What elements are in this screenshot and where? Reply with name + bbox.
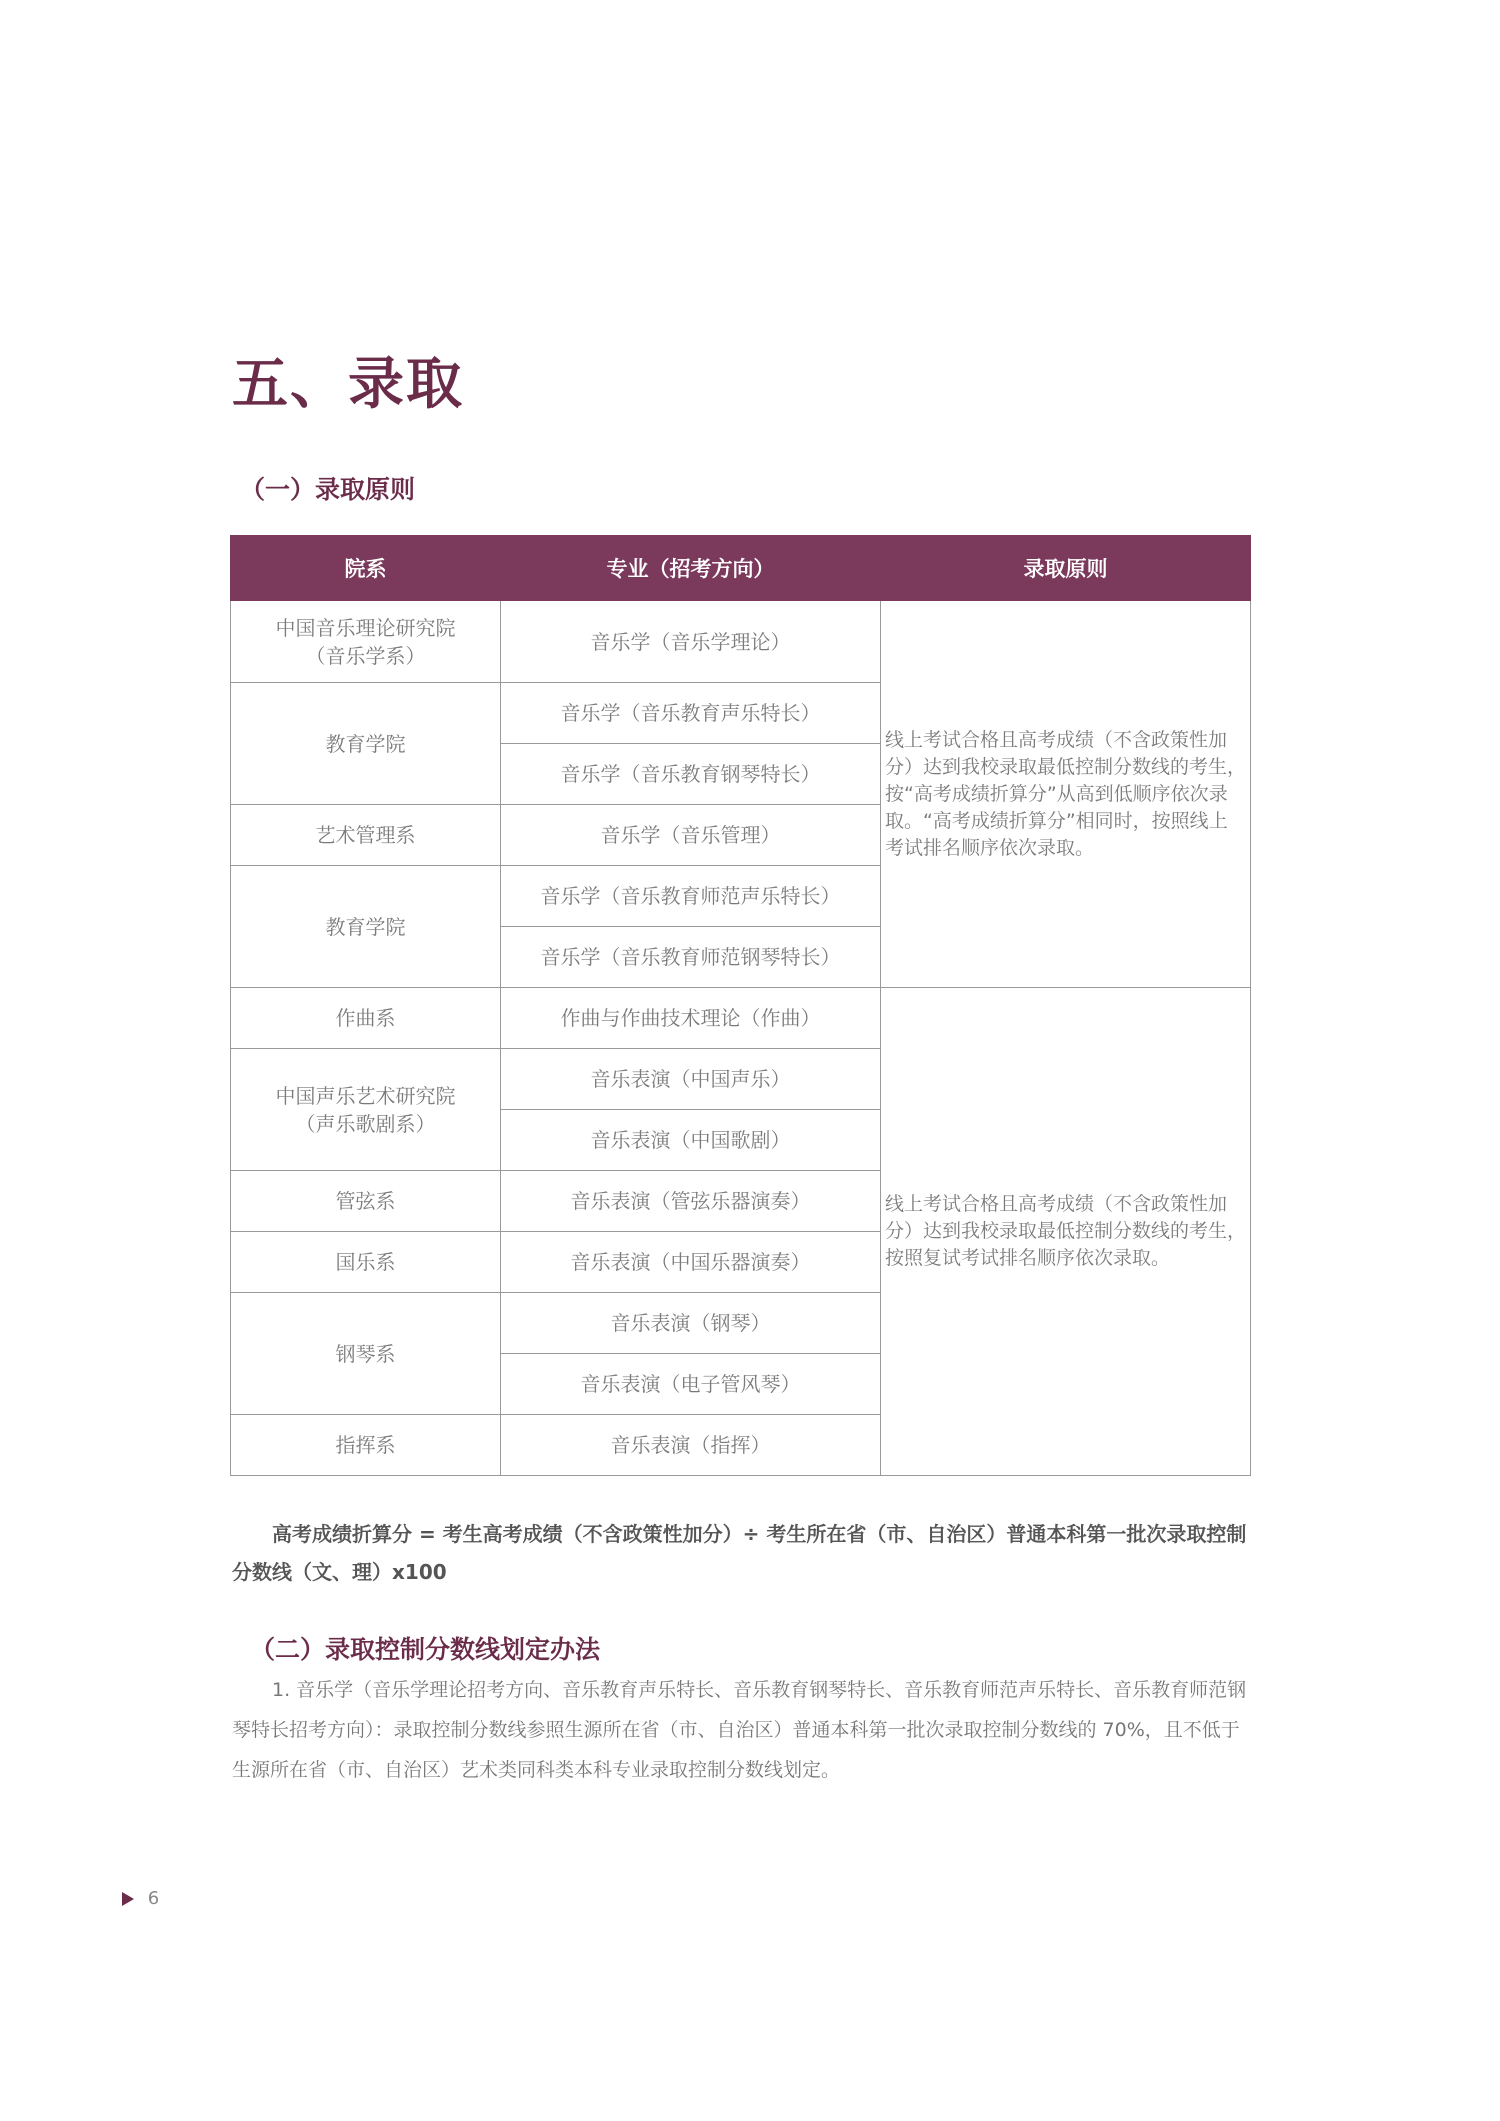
- principle-cell: 线上考试合格且高考成绩（不含政策性加分）达到我校录取最低控制分数线的考生，按“高考成绩折算分”从高到低顺序依次录取。“高考成绩折算分”相同时，按照线上考试排名顺序依次录取。: [881, 601, 1251, 988]
- control-line-paragraph: 1. 音乐学（音乐学理论招考方向、音乐教育声乐特长、音乐教育钢琴特长、音乐教育师范声乐特长、音乐教育师范钢琴特长招考方向）：录取控制分数线参照生源所在省（市、自治区）普通本科第一批次录取控制分数线的 70%，且不低于生源所在省（市、自治区）艺术类同科类本科专业录取控制分数线划定。: [232, 1679, 1247, 1781]
- table-header-row: [231, 536, 1251, 601]
- table-row: [231, 601, 1251, 683]
- section-heading-admission-principles: （一）录取原则: [240, 475, 416, 504]
- major-cell: 音乐学（音乐教育师范声乐特长）: [501, 866, 881, 927]
- department-cell: 中国音乐理论研究院 （音乐学系）: [231, 601, 501, 683]
- department-cell: 作曲系: [231, 988, 501, 1049]
- principle-cell: 线上考试合格且高考成绩（不含政策性加分）达到我校录取最低控制分数线的考生，按照复试考试排名顺序依次录取。: [881, 988, 1251, 1476]
- page-footer: [122, 1888, 159, 1909]
- column-header-major: 专业（招考方向）: [501, 536, 881, 601]
- department-cell: 中国声乐艺术研究院 （声乐歌剧系）: [231, 1049, 501, 1171]
- major-cell: 音乐表演（中国乐器演奏）: [501, 1232, 881, 1293]
- score-formula: 高考成绩折算分 = 考生高考成绩（不含政策性加分）÷ 考生所在省（市、自治区）普通本科第一批次录取控制分数线（文、理）x100: [232, 1522, 1247, 1584]
- section-heading-control-line: （二）录取控制分数线划定办法: [250, 1635, 601, 1664]
- department-cell: 国乐系: [231, 1232, 501, 1293]
- department-cell: 教育学院: [231, 866, 501, 988]
- major-cell: 音乐学（音乐教育声乐特长）: [501, 683, 881, 744]
- major-cell: 音乐表演（管弦乐器演奏）: [501, 1171, 881, 1232]
- major-cell: 音乐表演（钢琴）: [501, 1293, 881, 1354]
- major-cell: 音乐表演（中国声乐）: [501, 1049, 881, 1110]
- major-cell: 音乐学（音乐管理）: [501, 805, 881, 866]
- department-cell: 钢琴系: [231, 1293, 501, 1415]
- major-cell: 作曲与作曲技术理论（作曲）: [501, 988, 881, 1049]
- department-cell: 指挥系: [231, 1415, 501, 1476]
- major-cell: 音乐表演（中国歌剧）: [501, 1110, 881, 1171]
- department-cell: 管弦系: [231, 1171, 501, 1232]
- page-title: 五、录取: [232, 352, 464, 417]
- major-cell: 音乐表演（电子管风琴）: [501, 1354, 881, 1415]
- admission-table: [230, 535, 1251, 1476]
- column-header-department: 院系: [231, 536, 501, 601]
- department-cell: 艺术管理系: [231, 805, 501, 866]
- major-cell: 音乐学（音乐学理论）: [501, 601, 881, 683]
- page-arrow-icon: [122, 1892, 134, 1906]
- department-cell: 教育学院: [231, 683, 501, 805]
- major-cell: 音乐学（音乐教育师范钢琴特长）: [501, 927, 881, 988]
- major-cell: 音乐表演（指挥）: [501, 1415, 881, 1476]
- column-header-principle: 录取原则: [881, 536, 1251, 601]
- major-cell: 音乐学（音乐教育钢琴特长）: [501, 744, 881, 805]
- table-row: [231, 988, 1251, 1049]
- page-number: 6: [147, 1888, 160, 1909]
